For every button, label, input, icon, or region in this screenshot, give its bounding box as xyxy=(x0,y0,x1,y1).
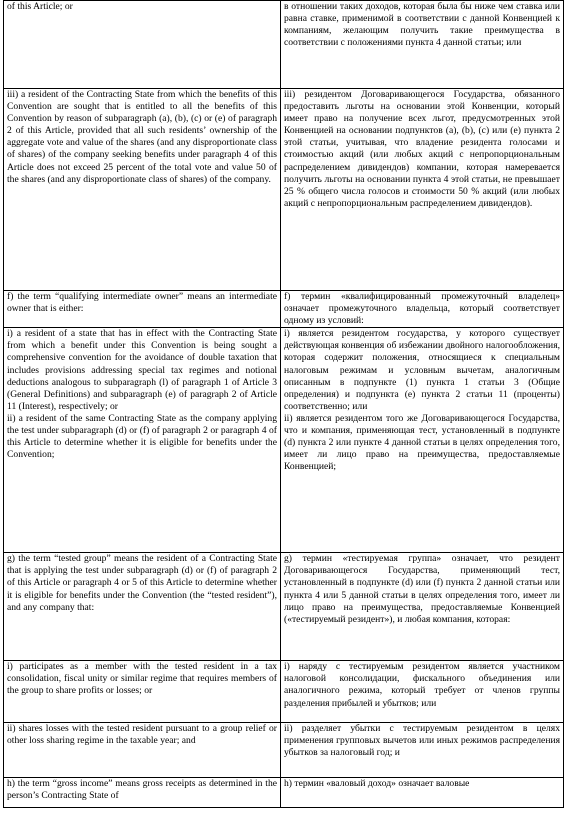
russian-paragraph: ii) является резидентом того же Договаривающегося Государства, что и компания, применяющая тест, установленный в подпункте (d) пункта 2 или пункте 4 данной статьи в целях определения того, имеет ли лицо право на преимущества, предоставляемые Конвенцией; xyxy=(284,412,560,473)
table-row xyxy=(4,553,564,661)
russian-paragraph: i) является резидентом государства, у которого существует действующая конвенция об избежании двойного налогообложения, которая содержит положения, относящиеся к специальным налоговым режимам и условным вычетам, аналогичным описанным в подпункте (1) пункта 1 статьи 3 (Общие определения) и подпункта (e) пункта 2 статьи 11 (проценты) соответственно; или xyxy=(284,328,560,412)
english-paragraph: iii) a resident of the Contracting State from which the benefits of this Convention are sought that is entitled to all the benefits of this Convention by reason of subparagraph (a), (b), (c) or (e) of paragraph 2 of this Article, provided that all such residents’ ownership of the aggregate vote and value of the shares (and any disproportionate class of shares) of the company seeking benefits under paragraph 4 of this Article does not exceed 25 percent of the total vote and value 50 of the shares (and any disproportionate class of shares) of the company. xyxy=(7,89,277,185)
english-paragraph: h) the term “gross income” means gross receipts as determined in the person’s Contracting State of xyxy=(7,778,277,802)
english-cell xyxy=(4,291,281,328)
table-row xyxy=(4,1,564,89)
bilingual-treaty-table xyxy=(3,0,564,808)
table-row xyxy=(4,778,564,808)
russian-paragraph: i) наряду с тестируемым резидентом является участником налоговой консолидации, фискального объединения или аналогичного режима, который требует от членов группы разделения прибылей и убытков; или xyxy=(284,661,560,709)
russian-cell xyxy=(281,778,564,808)
russian-cell xyxy=(281,291,564,328)
english-cell xyxy=(4,723,281,778)
english-cell xyxy=(4,778,281,808)
russian-cell xyxy=(281,1,564,89)
english-paragraph: f) the term “qualifying intermediate owner” means an intermediate owner that is either: xyxy=(7,291,277,315)
russian-paragraph: ii) разделяет убытки с тестируемым резидентом в целях применения групповых вычетов или иных режимов распределения убытков за налоговый год; и xyxy=(284,723,560,759)
russian-cell xyxy=(281,89,564,291)
english-cell xyxy=(4,661,281,723)
english-cell xyxy=(4,553,281,661)
russian-cell xyxy=(281,723,564,778)
english-paragraph: ii) a resident of the same Contracting State as the company applying the test under subparagraph (d) or (f) of paragraph 2 or paragraph 4 of this Article to determine whether it is eligible for benefits under the Convention; xyxy=(7,412,277,461)
russian-cell xyxy=(281,328,564,553)
russian-paragraph: в отношении таких доходов, которая была бы ниже чем ставка или равна ставке, применимой в соответствии с данной Конвенцией к компаниям, желающим получить такие преимущества в соответствии с положениями пункта 4 данной статьи; или xyxy=(284,1,560,49)
english-paragraph: i) participates as a member with the tested resident in a tax consolidation, fiscal unity or similar regime that requires members of the group to share profits or losses; or xyxy=(7,661,277,697)
english-paragraph: ii) shares losses with the tested resident pursuant to a group relief or other loss sharing regime in the taxable year; and xyxy=(7,723,277,747)
russian-cell xyxy=(281,553,564,661)
russian-paragraph: f) термин «квалифицированный промежуточный владелец» означает промежуточного владельца, который соответствует одному из условий: xyxy=(284,291,560,327)
table-row xyxy=(4,291,564,328)
english-cell xyxy=(4,328,281,553)
table-row xyxy=(4,328,564,553)
english-cell xyxy=(4,89,281,291)
russian-cell xyxy=(281,661,564,723)
table-row xyxy=(4,89,564,291)
table-row xyxy=(4,661,564,723)
russian-paragraph: h) термин «валовый доход» означает валовые xyxy=(284,778,470,790)
english-paragraph: g) the term “tested group” means the resident of a Contracting State that is applying the test under subparagraph (d) or (f) of paragraph 2 of this Article or paragraph 4 or 5 of this Article to determine whether it is eligible for benefits under the Convention (the “tested resident”), and any company that: xyxy=(7,553,277,613)
russian-paragraph: g) термин «тестируемая группа» означает, что резидент Договаривающегося Государства, применяющий тест, установленный в подпункте (d) или (f) пункта 2 данной статьи или пункта 4 или 5 данной статьи в целях определения того, имеет ли лицо право на преимущества, предоставляемые Конвенцией («тестируемый резидент»), и любая компания, которая: xyxy=(284,553,560,625)
english-paragraph: i) a resident of a state that has in effect with the Contracting State from which a benefit under this Convention is being sought a comprehensive convention for the avoidance of double taxation that includes provisions addressing special tax regimes and notional deductions analogous to subparagraph (l) of paragraph 1 of Article 3 (General Definitions) and subparagraph (e) of paragraph 2 of Article 11 (Interest), respectively; or xyxy=(7,328,277,412)
table-row xyxy=(4,723,564,778)
english-paragraph: of this Article; or xyxy=(7,1,73,12)
russian-paragraph: iii) резидентом Договаривающегося Государства, обязанного предоставить льготы на основании этой Конвенции, который имеет право на получение всех льгот, предусмотренных этой Конвенцией на основании подпунктов (a), (b), (c) или (e) пункта 2 этой статьи, учитывая, что владение резидента голосами и стоимостью акций (или любых акций с непропорциональным распределением дивидендов) компании, которая намеревается получить льготы на основании пункта 4 этой статьи, не превышает 25 % общего числа голосов и стоимости 50 % акций (или любых акций с непропорциональным распределением дивидендов). xyxy=(284,89,560,209)
english-cell xyxy=(4,1,281,89)
